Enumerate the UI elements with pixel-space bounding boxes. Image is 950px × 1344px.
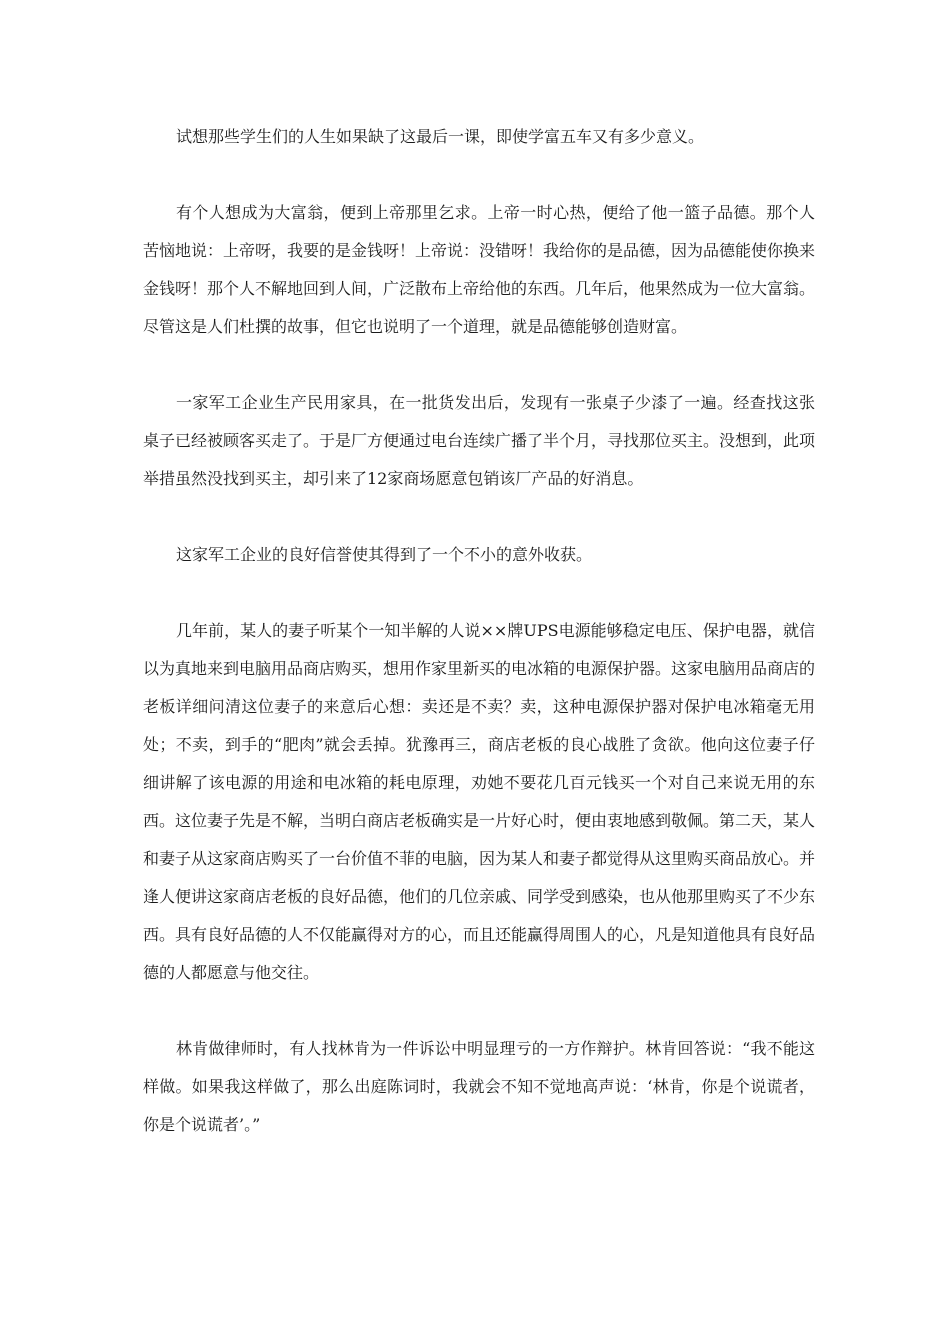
document-body: [143, 118, 815, 1182]
paragraph: 这家军工企业的良好信誉使其得到了一个不小的意外收获。: [176, 545, 593, 564]
paragraph: 林肯做律师时，有人找林肯为一件诉讼中明显理亏的一方作辩护。林肯回答说：“我不能这样做。如果我这样做了，那么出庭陈词时，我就会不知不觉地高声说：‘林肯，你是个说谎者，你是个说谎者’。”: [143, 1039, 815, 1134]
paragraph: 几年前，某人的妻子听某个一知半解的人说××牌UPS电源能够稳定电压、保护电器，就信以为真地来到电脑用品商店购买，想用作家里新买的电冰箱的电源保护器。这家电脑用品商店的老板详细问清这位妻子的来意后心想：卖还是不卖？卖，这种电源保护器对保护电冰箱毫无用处；不卖，到手的“肥肉”就会丢掉。犹豫再三，商店老板的良心战胜了贪欲。他向这位妻子仔细讲解了该电源的用途和电冰箱的耗电原理，劝她不要花几百元钱买一个对自己来说无用的东西。这位妻子先是不解，当明白商店老板确实是一片好心时，便由衷地感到敬佩。第二天，某人和妻子从这家商店购买了一台价值不菲的电脑，因为某人和妻子都觉得从这里购买商品放心。并逢人便讲这家商店老板的良好品德，他们的几位亲戚、同学受到感染，也从他那里购买了不少东西。具有良好品德的人不仅能赢得对方的心，而且还能赢得周围人的心，凡是知道他具有良好品德的人都愿意与他交往。: [143, 621, 816, 982]
paragraph: 有个人想成为大富翁，便到上帝那里乞求。上帝一时心热，便给了他一篮子品德。那个人苦恼地说：上帝呀，我要的是金钱呀！上帝说：没错呀！我给你的是品德，因为品德能使你换来金钱呀！那个人不解地回到人间，广泛散布上帝给他的东西。几年后，他果然成为一位大富翁。尽管这是人们杜撰的故事，但它也说明了一个道理，就是品德能够创造财富。: [143, 203, 816, 336]
paragraph: 一家军工企业生产民用家具，在一批货发出后，发现有一张桌子少漆了一遍。经查找这张桌子已经被顾客买走了。于是厂方便通过电台连续广播了半个月，寻找那位买主。没想到，此项举措虽然没找到买主，却引来了12家商场愿意包销该厂产品的好消息。: [143, 393, 816, 488]
paragraph: 试想那些学生们的人生如果缺了这最后一课，即使学富五车又有多少意义。: [176, 127, 705, 146]
